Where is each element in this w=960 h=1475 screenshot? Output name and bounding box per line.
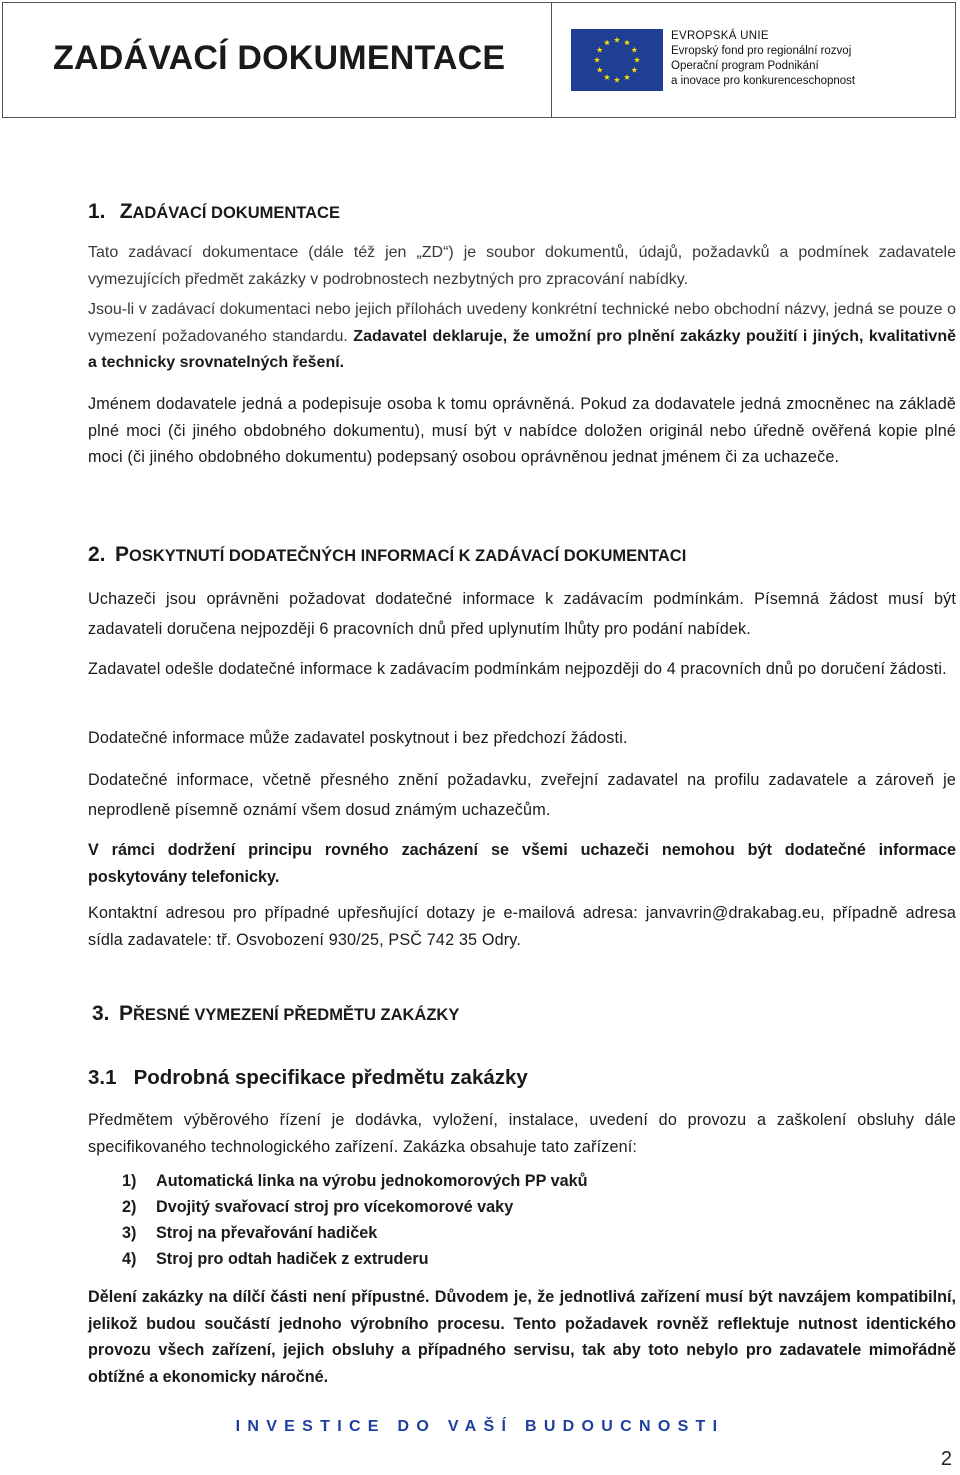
list-item: 2) Dvojitý svařovací stroj pro vícekomorové vaky xyxy=(122,1198,514,1216)
eu-line-4: a inovace pro konkurenceschopnost xyxy=(671,75,856,87)
page-number: 2 xyxy=(940,1448,952,1470)
eu-star xyxy=(594,57,600,63)
eu-star xyxy=(604,74,610,80)
section-2-paragraph-1: Uchazeči jsou oprávněni požadovat dodatečné informace k zadávacím podmínkám. Písemná žádost musí být zadavateli doručena nejpozději 6 pracovních dnů před uplynutím lhůty pro podání nabídek. xyxy=(88,590,956,638)
eu-line-3: Operační program Podnikání xyxy=(671,60,819,72)
list-item: 4) Stroj pro odtah hadiček z extruderu xyxy=(122,1250,429,1268)
subsection-3-1-heading: 3.1 Podrobná specifikace předmětu zakázky xyxy=(88,1066,528,1089)
list-item: 1) Automatická linka na výrobu jednokomorových PP vaků xyxy=(122,1172,588,1190)
section-2-paragraph-5: V rámci dodržení principu rovného zacházení se všemi uchazeči nemohou být dodatečné informace poskytovány telefonicky. xyxy=(88,841,956,886)
header-title: ZADÁVACÍ DOKUMENTACE xyxy=(53,39,506,77)
eu-line-1: EVROPSKÁ UNIE xyxy=(671,30,769,42)
eu-flag-logo xyxy=(571,29,663,91)
section-3-heading: 3. PŘESNÉ VYMEZENÍ PŘEDMĚTU ZAKÁZKY xyxy=(92,1002,460,1025)
footer-slogan: INVESTICE DO VAŠÍ BUDOUCNOSTI xyxy=(235,1418,725,1435)
eu-star xyxy=(597,47,603,53)
section-2-paragraph-4: Dodatečné informace, včetně přesného znění požadavku, zveřejní zadavatel na profilu zadavatele a zároveň je neprodleně písemně oznámí všem dosud známým uchazečům. xyxy=(88,771,956,819)
eu-star xyxy=(624,39,630,45)
eu-program-text xyxy=(671,29,855,89)
header-divider xyxy=(551,3,552,117)
eu-star xyxy=(631,67,637,73)
section-2-paragraph-2: Zadavatel odešle dodatečné informace k zadávacím podmínkám nejpozději do 4 pracovních dnů po doručení žádosti. xyxy=(88,660,947,678)
section-1-paragraph-1: Tato zadávací dokumentace (dále též jen „ZD“) je soubor dokumentů, údajů, požadavků a podmínek zadavatele vymezujících předmět zakázky v podrobnostech nezbytných pro zpracování nabídky. xyxy=(88,244,956,288)
eu-stars-icon xyxy=(571,29,663,91)
eu-star xyxy=(614,77,620,83)
list-item: 3) Stroj na převařování hadiček xyxy=(122,1224,378,1242)
eu-star xyxy=(614,37,620,43)
equipment-list xyxy=(122,1168,588,1272)
section-3-paragraph-2: Dělení zakázky na dílčí části není přípustné. Důvodem je, že jednotlivá zařízení musí být navzájem kompatibilní, jelikož budou součástí jednoho výrobního procesu. Tento požadavek rovněž reflektuje nutnost identického provozu všech zařízení, jejich obsluhy a případného servisu, tak aby toto nebylo pro zadavatele mimořádně obtížné a ekonomicky náročné. xyxy=(88,1288,956,1386)
section-1-heading: 1. ZADÁVACÍ DOKUMENTACE xyxy=(88,200,340,223)
section-3-paragraph-1: Předmětem výběrového řízení je dodávka, vyložení, instalace, uvedení do provozu a zaškolení obsluhy dále specifikovaného technologického zařízení. Zakázka obsahuje tato zařízení: xyxy=(88,1111,956,1156)
section-number: 1. xyxy=(88,200,106,223)
eu-star xyxy=(631,47,637,53)
eu-star xyxy=(624,74,630,80)
section-1-paragraph-3: Jménem dodavatele jedná a podepisuje osoba k tomu oprávněná. Pokud za dodavatele jedná zmocněnec na základě plné moci (či jiného obdobného dokumentu), musí být v nabídce doložen originál nebo úředně ověřená kopie plné moci (či jiného obdobného dokumentu) podepsaný osobou oprávněnou jednat jménem či za uchazeče. xyxy=(88,395,956,466)
eu-line-2: Evropský fond pro regionální rozvoj xyxy=(671,45,852,57)
section-2-paragraph-6: Kontaktní adresou pro případné upřesňující dotazy je e-mailová adresa: janvavrin@drakabag.eu, případně adresa sídla zadavatele: tř. Osvobození 930/25, PSČ 742 35 Odry. xyxy=(88,904,956,949)
document-header xyxy=(2,2,956,118)
section-1-paragraph-2: Jsou-li v zadávací dokumentaci nebo jejich přílohách uvedeny konkrétní technické nebo obchodní názvy, jedná se pouze o vymezení požadovaného standardu. Zadavatel deklaruje, že umožní pro plnění zakázky použití i jiných, kvalitativně a technicky srovnatelných řešení. xyxy=(88,301,956,371)
eu-star xyxy=(597,67,603,73)
eu-star xyxy=(634,57,640,63)
section-2-paragraph-3: Dodatečné informace může zadavatel poskytnout i bez předchozí žádosti. xyxy=(88,729,628,747)
section-2-heading: 2. POSKYTNUTÍ DODATEČNÝCH INFORMACÍ K ZADÁVACÍ DOKUMENTACI xyxy=(88,543,687,566)
eu-star xyxy=(604,39,610,45)
